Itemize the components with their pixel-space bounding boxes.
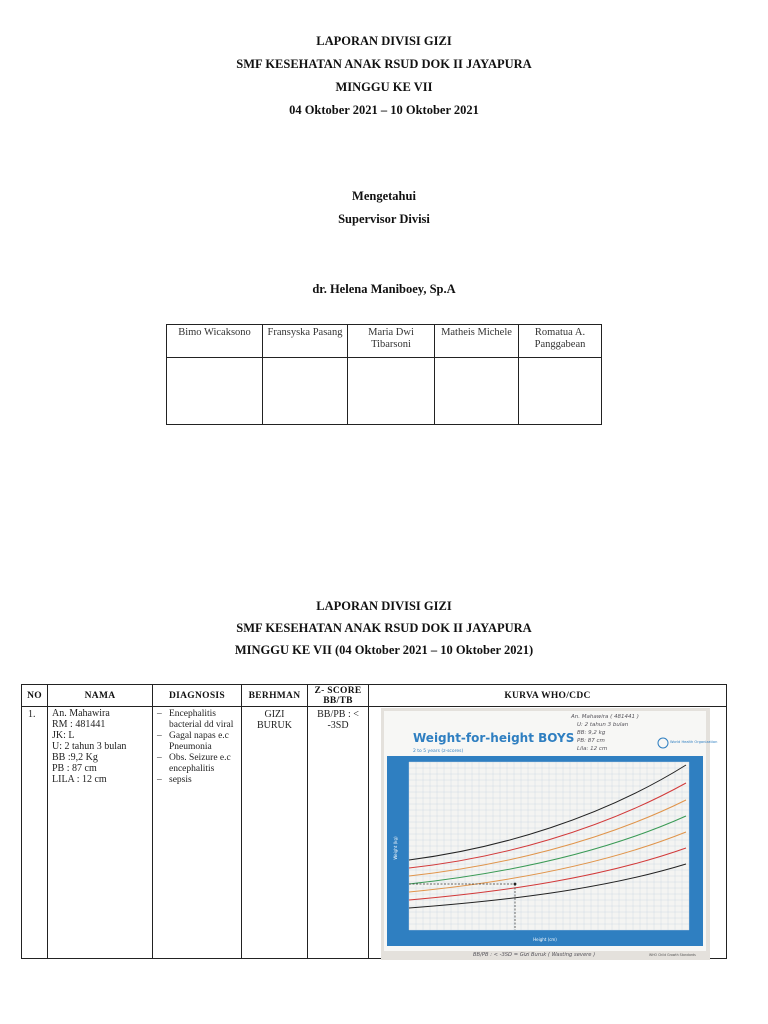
handwritten-conclusion: BB/PB : < -3SD = Gizi Buruk ( Wasting severe ): [473, 952, 596, 958]
report-title: LAPORAN DIVISI GIZI: [316, 34, 452, 48]
signatory-name: Fransyska Pasang: [263, 325, 348, 358]
report2-week-period: MINGGU KE VII (04 Oktober 2021 – 10 Oktober 2021): [234, 643, 534, 657]
report-period: 04 Oktober 2021 – 10 Oktober 2021: [289, 103, 479, 117]
diagnosis-item: – Gagal napas e.c Pneumonia: [157, 731, 241, 753]
supervisor-role: Supervisor Divisi: [338, 212, 430, 226]
signatory-name: Bimo Wicaksono: [167, 325, 263, 358]
signature-cell: [435, 358, 519, 425]
patient-info-line: JK: L: [52, 730, 75, 741]
diagnosis-item: – Encephalitis bacterial dd viral: [157, 709, 241, 731]
signatory-name: Romatua A. Panggabean: [519, 325, 602, 358]
patient-info-line: An. Mahawira: [52, 708, 110, 719]
patient-info-line: BB :9,2 Kg: [52, 752, 98, 763]
chart-subtitle: 2 to 5 years (z-scores): [413, 749, 464, 754]
patient-point: [514, 883, 517, 886]
col-header-kurva: KURVA WHO/CDC: [369, 685, 727, 707]
report2-subtitle: SMF KESEHATAN ANAK RSUD DOK II JAYAPURA: [236, 621, 532, 635]
signature-table: [166, 324, 602, 425]
chart-ylabel: Weight (kg): [393, 836, 398, 860]
zscore-cell: BB/PB : < -3SD: [308, 707, 369, 959]
col-header-berhman: BERHMAN: [242, 685, 308, 707]
acknowledge-label: Mengetahui: [352, 189, 416, 203]
signatory-name: Maria Dwi Tibarsoni: [348, 325, 435, 358]
handwritten-note-line: An. Mahawira ( 481441 ): [571, 714, 639, 720]
col-header-zscore: Z- SCORE BB/TB: [308, 685, 369, 707]
patient-info-line: RM : 481441: [52, 719, 106, 730]
patient-info-line: U: 2 tahun 3 bulan: [52, 741, 127, 752]
signature-cell: [519, 358, 602, 425]
patient-info-line: LILA : 12 cm: [52, 774, 107, 785]
signature-cell: [348, 358, 435, 425]
signature-cell: [167, 358, 263, 425]
chart-xlabel: Height (cm): [533, 937, 557, 942]
chart-footer: WHO Child Growth Standards: [649, 953, 696, 957]
diagnosis-list: [153, 709, 241, 786]
report2-title: LAPORAN DIVISI GIZI: [316, 599, 452, 613]
col-header-diagnosis: DIAGNOSIS: [153, 685, 242, 707]
signatory-name: Matheis Michele: [435, 325, 519, 358]
supervisor-name: dr. Helena Maniboey, Sp.A: [312, 282, 456, 296]
row-no: 1.: [22, 707, 48, 959]
report-week: MINGGU KE VII: [335, 80, 433, 94]
handwritten-note-line: BB: 9,2 kg: [577, 730, 606, 736]
berhman-cell: GIZI BURUK: [242, 707, 308, 959]
diagnosis-cell: [153, 707, 242, 959]
handwritten-note-line: U: 2 tahun 3 bulan: [577, 722, 629, 728]
diagnosis-item: – Obs. Seizure e.c encephalitis: [157, 753, 241, 775]
handwritten-note-line: Lila: 12 cm: [577, 746, 608, 752]
handwritten-note-line: PB: 87 cm: [577, 738, 605, 744]
growth-chart-drawing: [381, 708, 718, 960]
patient-info: [48, 707, 153, 959]
report-subtitle: SMF KESEHATAN ANAK RSUD DOK II JAYAPURA: [236, 57, 532, 71]
chart-title: Weight-for-height BOYS: [413, 731, 575, 745]
signature-cell: [263, 358, 348, 425]
col-header-no: NO: [22, 685, 48, 707]
diagnosis-item: – sepsis: [157, 775, 241, 786]
chart-org: World Health Organization: [670, 740, 718, 744]
col-header-nama: NAMA: [48, 685, 153, 707]
growth-chart-photo: [381, 708, 718, 960]
patient-info-line: PB : 87 cm: [52, 763, 97, 774]
